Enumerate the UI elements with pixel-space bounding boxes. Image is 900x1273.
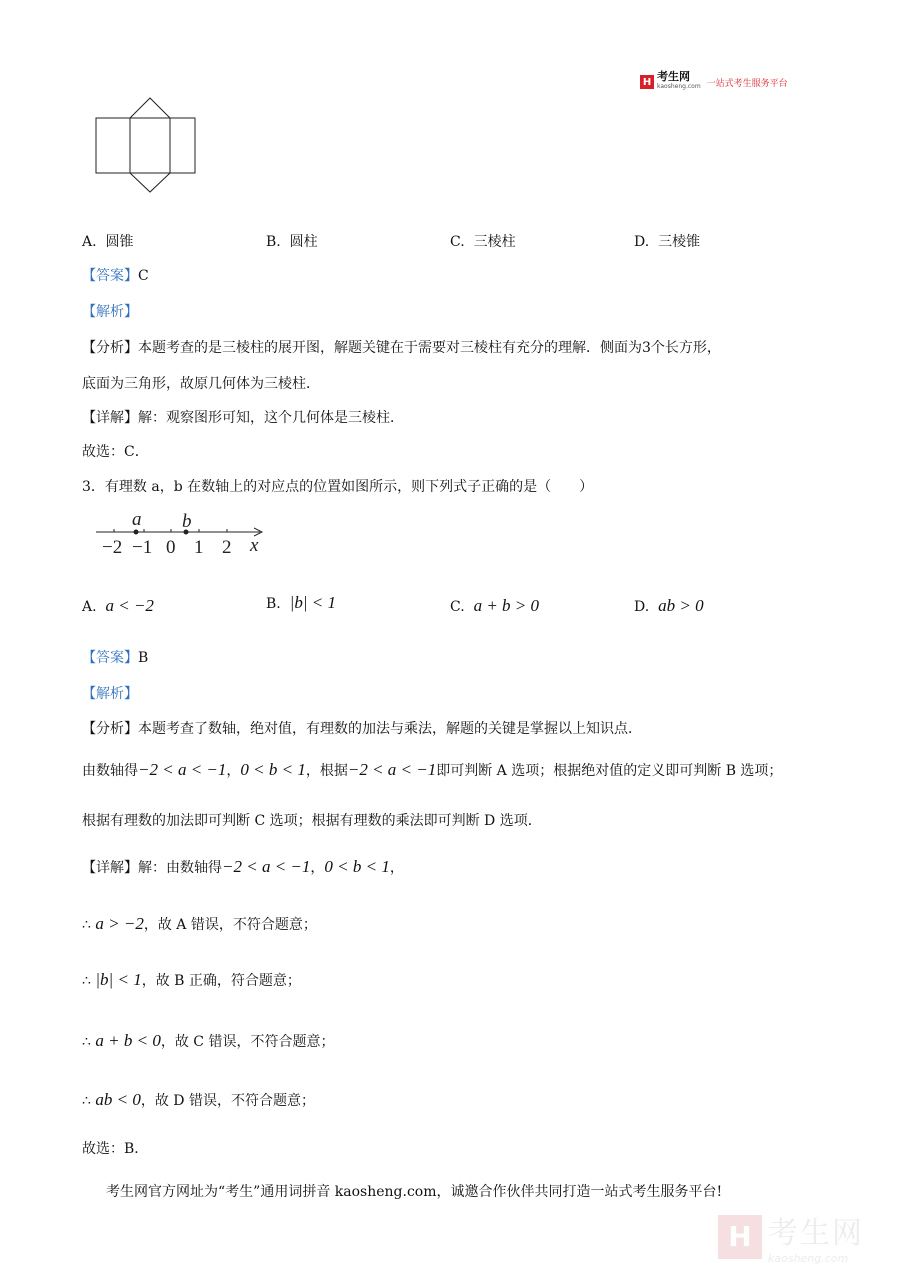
net-middle-rect (130, 118, 170, 173)
net-right-rect (170, 118, 195, 173)
q3-step-d: ∴ ab < 0，故 D 错误，不符合题意； (82, 1090, 315, 1109)
logo-icon: H (640, 75, 654, 89)
q3-option-c: C. a + b > 0 (450, 596, 540, 615)
point-a-label: a (132, 509, 142, 530)
q3-fenxi-line3: 根据有理数的加法即可判断 C 选项；根据有理数的乘法即可判断 D 选项． (82, 813, 542, 829)
q2-option-d: D. 三棱锥 (634, 234, 701, 250)
number-line-figure (92, 505, 272, 560)
tick-label: 2 (222, 537, 232, 558)
q3-option-a: A. a < −2 (82, 596, 154, 615)
q2-option-c: C. 三棱柱 (450, 234, 516, 250)
q3-option-b: B. |b| < 1 (266, 593, 336, 612)
footer-text: 考生网官方网址为“考生”通用词拼音 kaosheng.com，诚邀合作伙伴共同打造一站式考生服务平台! (106, 1184, 723, 1200)
q3-fenxi: 【分析】本题考查了数轴，绝对值，有理数的加法与乘法，解题的关键是掌握以上知识点． (82, 721, 642, 737)
q2-fenxi-line2: 底面为三角形，故原几何体为三棱柱． (82, 376, 320, 392)
q3-stem: 3．有理数 a，b 在数轴上的对应点的位置如图所示，则下列式子正确的是（ ） (82, 479, 594, 495)
axis-label: x (250, 535, 259, 556)
header-logo (640, 72, 788, 92)
tick-label: 0 (166, 537, 176, 558)
q2-answer: 【答案】C (82, 268, 149, 284)
q3-answer: 【答案】B (82, 650, 149, 666)
watermark-logo-icon: H (718, 1215, 762, 1259)
logo-slogan: 一站式考生服务平台 (706, 78, 788, 89)
watermark (718, 1208, 864, 1265)
q2-option-a: A. 圆锥 (82, 234, 134, 250)
logo-domain: kaosheng.com (657, 83, 701, 90)
q3-conclusion: 故选：B． (82, 1141, 149, 1157)
tick-label: 1 (194, 537, 204, 558)
logo-name: 考生网 (657, 70, 690, 83)
q3-step-c: ∴ a + b < 0，故 C 错误，不符合题意； (82, 1031, 335, 1050)
point-a-dot (134, 530, 139, 535)
net-bottom-triangle (130, 173, 170, 192)
q3-fenxi-line2: 由数轴得−2 < a < −1，0 < b < 1，根据−2 < a < −1即可判断 A 选项；根据绝对值的定义即可判断 B 选项； (82, 760, 783, 779)
net-left-rect (96, 118, 130, 173)
watermark-domain: kaosheng.com (768, 1252, 849, 1265)
q3-analysis-tag: 【解析】 (82, 686, 138, 702)
tick-label: −2 (102, 537, 123, 558)
q2-conclusion: 故选：C． (82, 444, 149, 460)
q3-xiangjie: 【详解】解：由数轴得−2 < a < −1，0 < b < 1， (82, 857, 404, 876)
q2-fenxi-line1: 【分析】本题考查的是三棱柱的展开图，解题关键在于需要对三棱柱有充分的理解．侧面为3个长方形， (82, 340, 721, 356)
prism-net-figure (92, 94, 202, 196)
q2-xiangjie: 【详解】解：观察图形可知，这个几何体是三棱柱． (82, 410, 404, 426)
point-b-label: b (182, 511, 192, 532)
q2-option-b: B. 圆柱 (266, 234, 318, 250)
q3-option-d: D. ab > 0 (634, 596, 704, 615)
q3-step-b: ∴ |b| < 1，故 B 正确，符合题意； (82, 970, 301, 989)
tick-label: −1 (132, 537, 153, 558)
q3-step-a: ∴ a > −2，故 A 错误，不符合题意； (82, 914, 317, 933)
watermark-name: 考生网 (768, 1216, 864, 1251)
net-top-triangle (130, 98, 170, 118)
q2-analysis-tag: 【解析】 (82, 304, 138, 320)
